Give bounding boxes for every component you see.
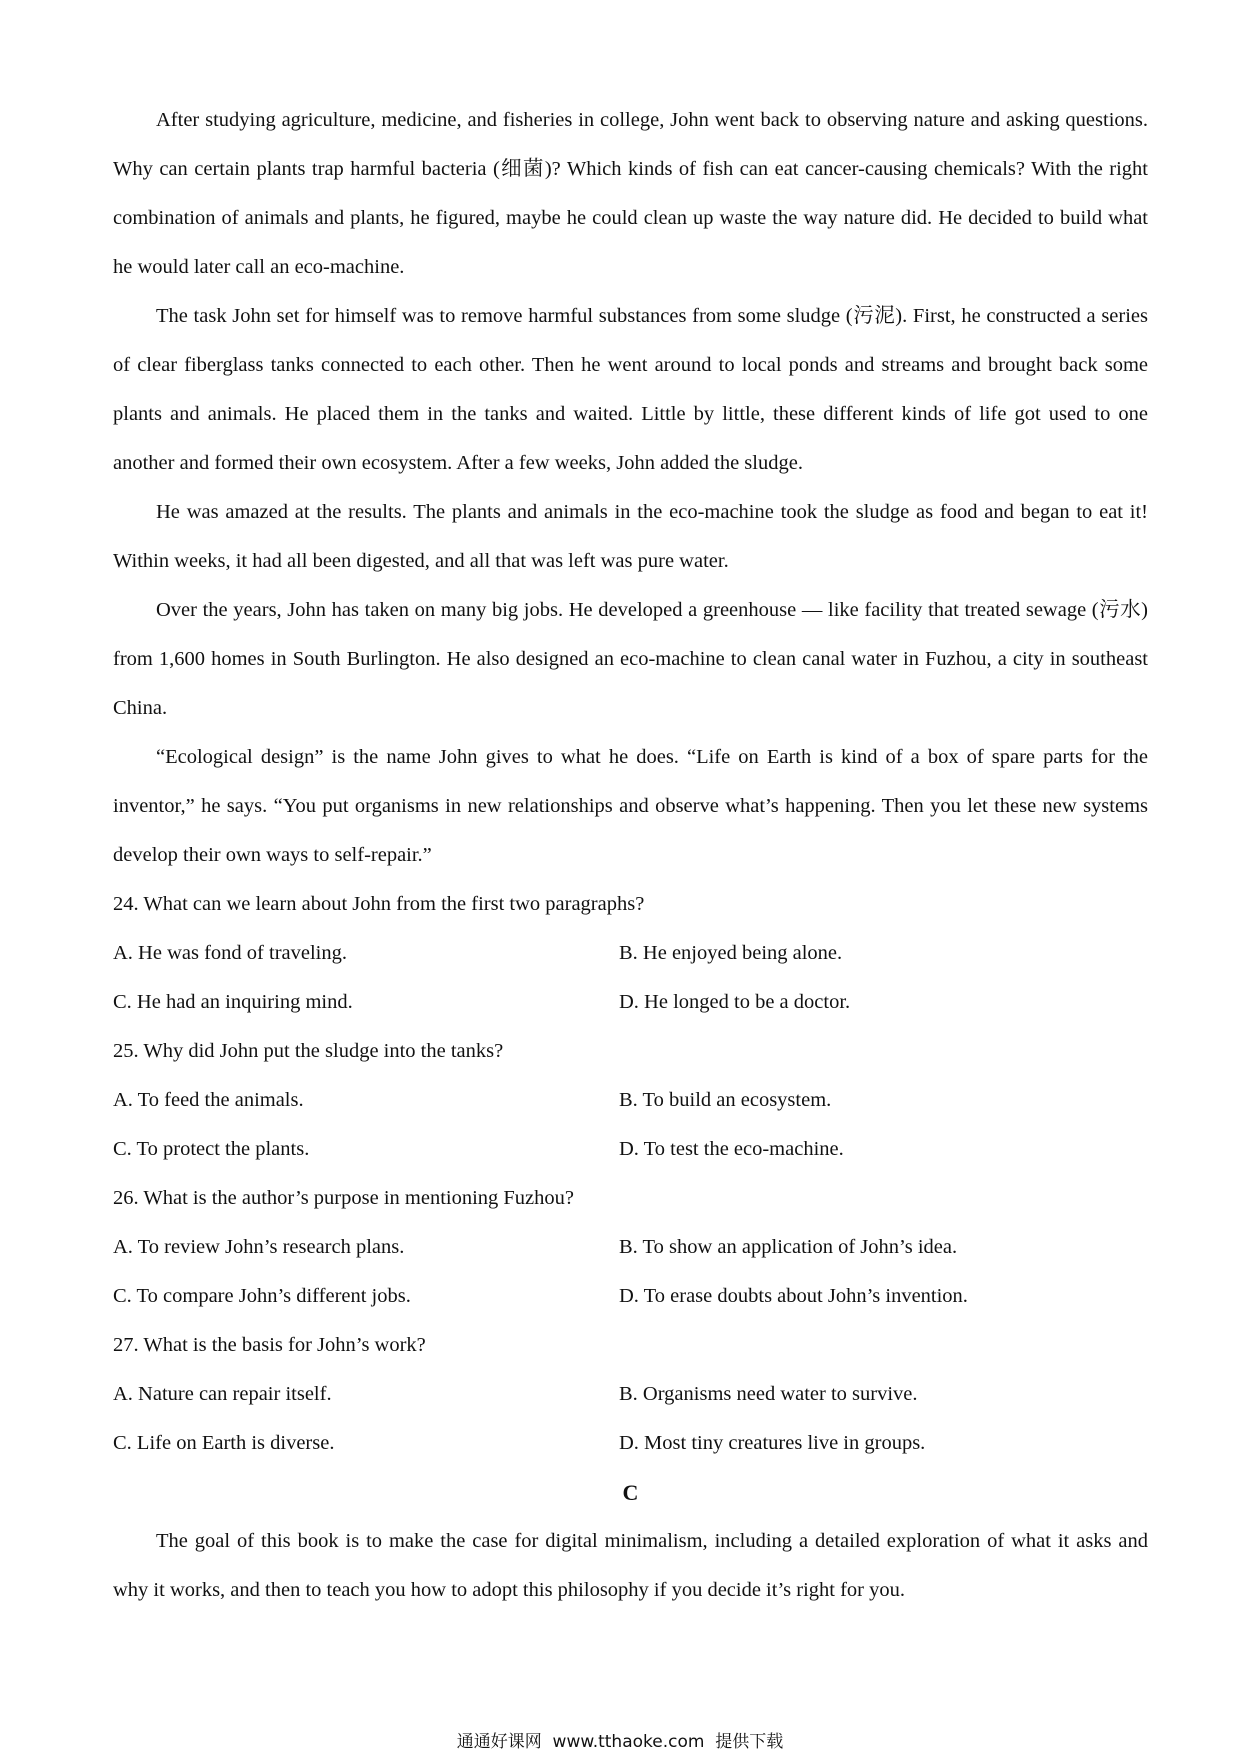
exam-page: [113, 96, 1148, 1615]
passage-b-paragraph-2: The task John set for himself was to remove harmful substances from some sludge (污泥). First, he constructed a series of clear fiberglass tanks connected to each other. Then he went around to local ponds and streams and brought back some plants and animals. He placed them in the tanks and waited. Little by little, these different kinds of life got used to one another and formed their own ecosystem. After a few weeks, John added the sludge.: [113, 305, 1148, 474]
option-c: C. To compare John’s different jobs.: [113, 1285, 411, 1307]
option-a: A. Nature can repair itself.: [113, 1383, 332, 1405]
option-c: C. To protect the plants.: [113, 1138, 310, 1160]
option-a: A. To review John’s research plans.: [113, 1236, 405, 1258]
option-b: B. Organisms need water to survive.: [619, 1383, 918, 1405]
option-b: B. He enjoyed being alone.: [619, 942, 843, 964]
section-heading: C: [622, 1480, 639, 1505]
question-options: [113, 929, 1148, 1027]
question-stem: 27. What is the basis for John’s work?: [113, 1334, 426, 1356]
option-d: D. Most tiny creatures live in groups.: [619, 1432, 926, 1454]
option-d: D. He longed to be a doctor.: [619, 991, 851, 1013]
question-24: [113, 880, 1148, 1027]
question-options: [113, 1223, 1148, 1321]
passage-b-paragraph-5: “Ecological design” is the name John gives to what he does. “Life on Earth is kind of a box of spare parts for the inventor,” he says. “You put organisms in new relationships and observe what’s happening. Then you let these new systems develop their own ways to self-repair.”: [113, 746, 1148, 866]
question-stem: 24. What can we learn about John from the first two paragraphs?: [113, 893, 645, 915]
question-options: [113, 1370, 1148, 1468]
question-stem: 26. What is the author’s purpose in mentioning Fuzhou?: [113, 1187, 574, 1209]
question-25: [113, 1027, 1148, 1174]
option-d: D. To erase doubts about John’s invention.: [619, 1285, 968, 1307]
question-27: [113, 1321, 1148, 1468]
option-a: A. He was fond of traveling.: [113, 942, 347, 964]
passage-c-paragraph-1: The goal of this book is to make the case for digital minimalism, including a detailed exploration of what it asks and why it works, and then to teach you how to adopt this philosophy if you decide it’s right for you.: [113, 1530, 1148, 1601]
question-26: [113, 1174, 1148, 1321]
question-stem: 25. Why did John put the sludge into the tanks?: [113, 1040, 504, 1062]
option-c: C. He had an inquiring mind.: [113, 991, 353, 1013]
question-options: [113, 1076, 1148, 1174]
option-b: B. To build an ecosystem.: [619, 1089, 832, 1111]
passage-b-paragraph-1: After studying agriculture, medicine, and fisheries in college, John went back to observing nature and asking questions. Why can certain plants trap harmful bacteria (细菌)? Which kinds of fish can eat cancer-causing chemicals? With the right combination of animals and plants, he figured, maybe he could clean up waste the way nature did. He decided to build what he would later call an eco-machine.: [113, 109, 1148, 278]
option-c: C. Life on Earth is diverse.: [113, 1432, 335, 1454]
footer-watermark: 通通好课网 www.tthaoke.com 提供下载: [456, 1732, 784, 1752]
option-d: D. To test the eco-machine.: [619, 1138, 844, 1160]
option-b: B. To show an application of John’s idea.: [619, 1236, 958, 1258]
passage-b-paragraph-4: Over the years, John has taken on many big jobs. He developed a greenhouse — like facility that treated sewage (污水) from 1,600 homes in South Burlington. He also designed an eco-machine to clean canal water in Fuzhou, a city in southeast China.: [113, 599, 1148, 719]
option-a: A. To feed the animals.: [113, 1089, 304, 1111]
passage-b-paragraph-3: He was amazed at the results. The plants and animals in the eco-machine took the sludge as food and began to eat it! Within weeks, it had all been digested, and all that was left was pure water.: [113, 501, 1148, 572]
